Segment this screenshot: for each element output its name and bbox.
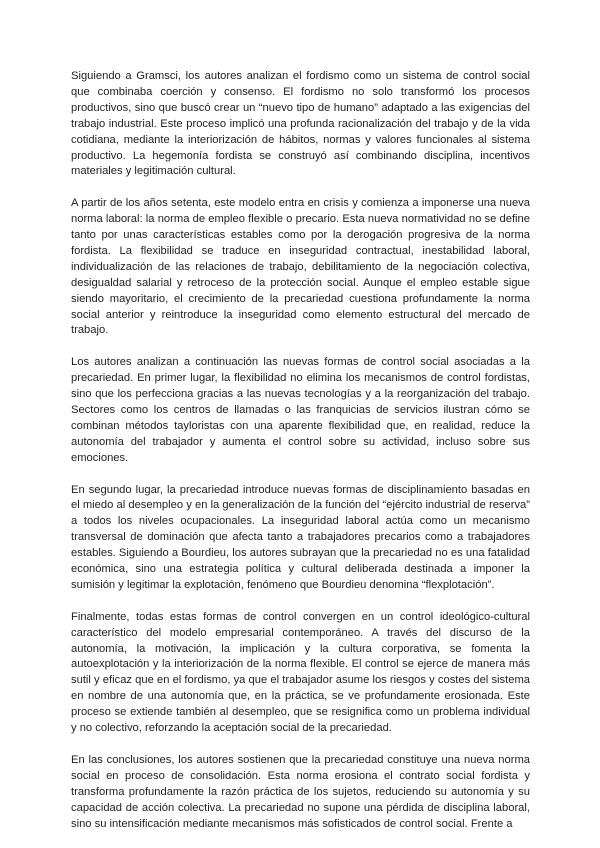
paragraph-control-ideologico: Finalmente, todas estas formas de control convergen en un control ideológico-cultural característico del modelo empresarial contemporáneo. A través del discurso de la autonomía, la motivación, la implicación y la cultura corporativa, se fomenta la autoexplotación y la interiorización de la norma flexible. El control se ejerce de manera más sutil y eficaz que en el fordismo, ya que el trabajador asume los riesgos y costes del sistema en nombre de una autonomía que, en la práctica, se ve profundamente erosionada. Este proceso se extiende también al desempleo, que se resignifica como un problema individual y no colectivo, reforzando la aceptación social de la precariedad. [71,610,530,735]
paragraph-conclusiones: En las conclusiones, los autores sostienen que la precariedad constituye una nueva norma social en proceso de consolidación. Esta norma erosiona el contrato social fordista y transforma profundamente la razón práctica de los sujetos, reduciendo su autonomía y su capacidad de acción colectiva. La precariedad no supone una pérdida de disciplina laboral, sino su intensificación mediante mecanismos más sofisticados de control social. Frente a [71,753,530,830]
paragraph-crisis-norma-flexible: A partir de los años setenta, este modelo entra en crisis y comienza a imponerse una nueva norma laboral: la norma de empleo flexible o precario. Esta nueva normatividad no se define tanto por unas características estables como por la derogación progresiva de la norma fordista. La flexibilidad se traduce en inseguridad contractual, inestabilidad laboral, individualización de las relaciones de trabajo, debilitamiento de la negociación colectiva, desigualdad salarial y retroceso de la protección social. Aunque el empleo estable sigue siendo mayoritario, el crecimiento de la precariedad cuestiona profundamente la norma social anterior y reintroduce la inseguridad como elemento estructural del mercado de trabajo. [71,197,530,337]
paragraph-disciplinamiento-miedo: En segundo lugar, la precariedad introduce nuevas formas de disciplinamiento basadas en el miedo al desempleo y en la generalización de la función del “ejército industrial de reserva” a todos los niveles ocupacionales. La inseguridad laboral actúa como un mecanismo transversal de dominación que afecta tanto a trabajadores precarios como a trabajadores estables. Siguiendo a Bourdieu, los autores subrayan que la precariedad no es una fatalidad económica, sino una estrategia política y cultural deliberada destinada a imponer la sumisión y legitimar la explotación, fenómeno que Bourdieu denomina “flexplotación”. [71,483,530,591]
paragraph-gramsci-fordismo: Siguiendo a Gramsci, los autores analizan el fordismo como un sistema de control social que combinaba coerción y consenso. El fordismo no solo transformó los procesos productivos, sino que buscó crear un “nuevo tipo de humano” adaptado a las exigencias del trabajo industrial. Este proceso implicó una profunda racionalización del trabajo y de la vida cotidiana, mediante la interiorización de hábitos, normas y valores funcionales al sistema productivo. La hegemonía fordista se construyó así combinando disciplina, incentivos materiales y legitimación cultural. [71,70,530,178]
body-text [71,69,530,832]
paragraph-control-tecnologico: Los autores analizan a continuación las nuevas formas de control social asociadas a la precariedad. En primer lugar, la flexibilidad no elimina los mecanismos de control fordistas, sino que los perfecciona gracias a las nuevas tecnologías y a la reorganización del trabajo. Sectores como los centros de llamadas o las franquicias de servicios ilustran cómo se combinan métodos tayloristas con una aparente flexibilidad que, en realidad, reduce la autonomía del trabajador y aumenta el control sobre su actividad, incluso sobre sus emociones. [71,356,530,464]
